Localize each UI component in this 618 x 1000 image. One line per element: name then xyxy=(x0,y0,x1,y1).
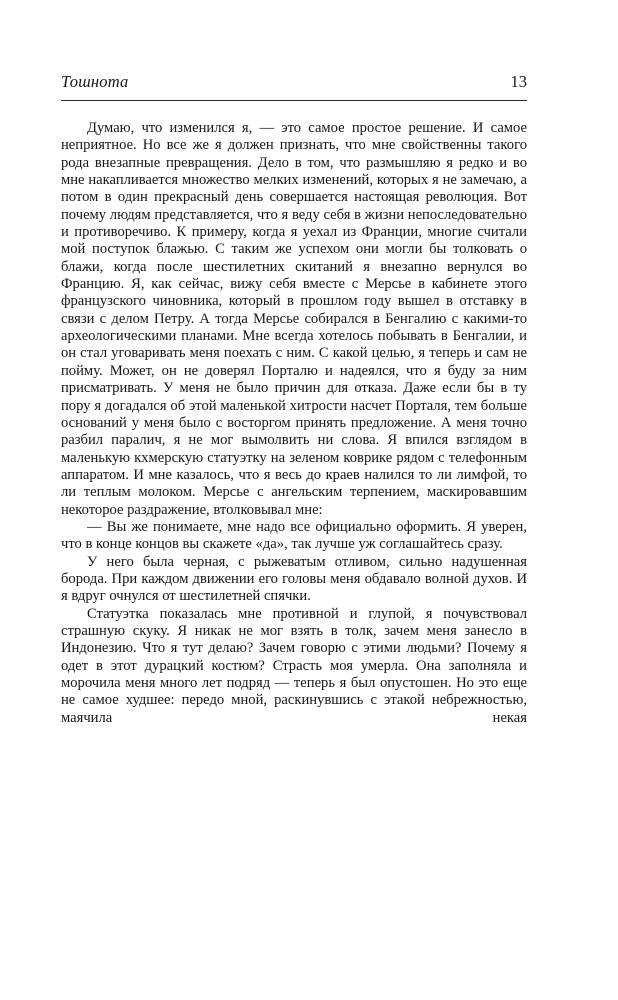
paragraph: Статуэтка показалась мне противной и глупой, я почувствовал страшную скуку. Я никак не мог взять в толк, зачем меня занесло в Индонезию. Что я тут делаю? Зачем говорю с этими людьми? Почему я одет в этот дурацкий костюм? Страсть моя умерла. Она заполняла и морочила меня много лет подряд — теперь я был опустошен. Но это еще не самое худшее: передо мной, раскинувшись с этакой небрежностью, маячила некая xyxy=(61,605,527,726)
paragraph: У него была черная, с рыжеватым отливом, сильно надушенная борода. При каждом движении его головы меня обдавало волной духов. И я вдруг очнулся от шестилетней спячки. xyxy=(61,553,527,605)
header-divider-rule xyxy=(61,100,527,101)
paragraph: Думаю, что изменился я, — это самое простое решение. И самое неприятное. Но все же я должен признать, что мне свойственны такого рода внезапные превращения. Дело в том, что размышляю я редко и во мне накапливается множество мелких изменений, которых я не замечаю, а потом в один прекрасный день совершается настоящая революция. Вот почему людям представляется, что я веду себя в жизни непоследовательно и противоречиво. К примеру, когда я уехал из Франции, многие считали мой поступок блажью. С таким же успехом они могли бы толковать о блажи, когда после шестилетних скитаний я внезапно вернулся во Францию. Я, как сейчас, вижу себя вместе с Мерсье в кабинете этого французского чиновника, который в прошлом году вышел в отставку в связи с делом Петру. А тогда Мерсье собирался в Бенгалию с какими-то археологическими планами. Мне всегда хотелось побывать в Бенгалии, и он стал уговаривать меня поехать с ним. С какой целью, я теперь и сам не пойму. Может, он не доверял Порталю и надеялся, что я буду за ним присматривать. У меня не было причин для отказа. Даже если бы в ту пору я догадался об этой маленькой хитрости насчет Порталя, тем больше оснований у меня было с восторгом принять предложение. А меня точно разбил паралич, я не мог вымолвить ни слова. Я впился взглядом в маленькую кхмерскую статуэтку на зеленом коврике рядом с телефонным аппаратом. И мне казалось, что я весь до краев налился то ли лимфой, то ли теплым молоком. Мерсье с ангельским терпением, маскировавшим некоторое раздражение, втолковывал мне: xyxy=(61,120,527,518)
page-number: 13 xyxy=(510,72,527,91)
running-header-title: Тошнота xyxy=(61,72,129,91)
body-text-block xyxy=(61,120,527,727)
paragraph: — Вы же понимаете, мне надо все официально оформить. Я уверен, что в конце концов вы скажете «да», так лучше уж соглашайтесь сразу. xyxy=(61,518,527,553)
running-header xyxy=(61,72,527,99)
page-content xyxy=(61,72,527,727)
